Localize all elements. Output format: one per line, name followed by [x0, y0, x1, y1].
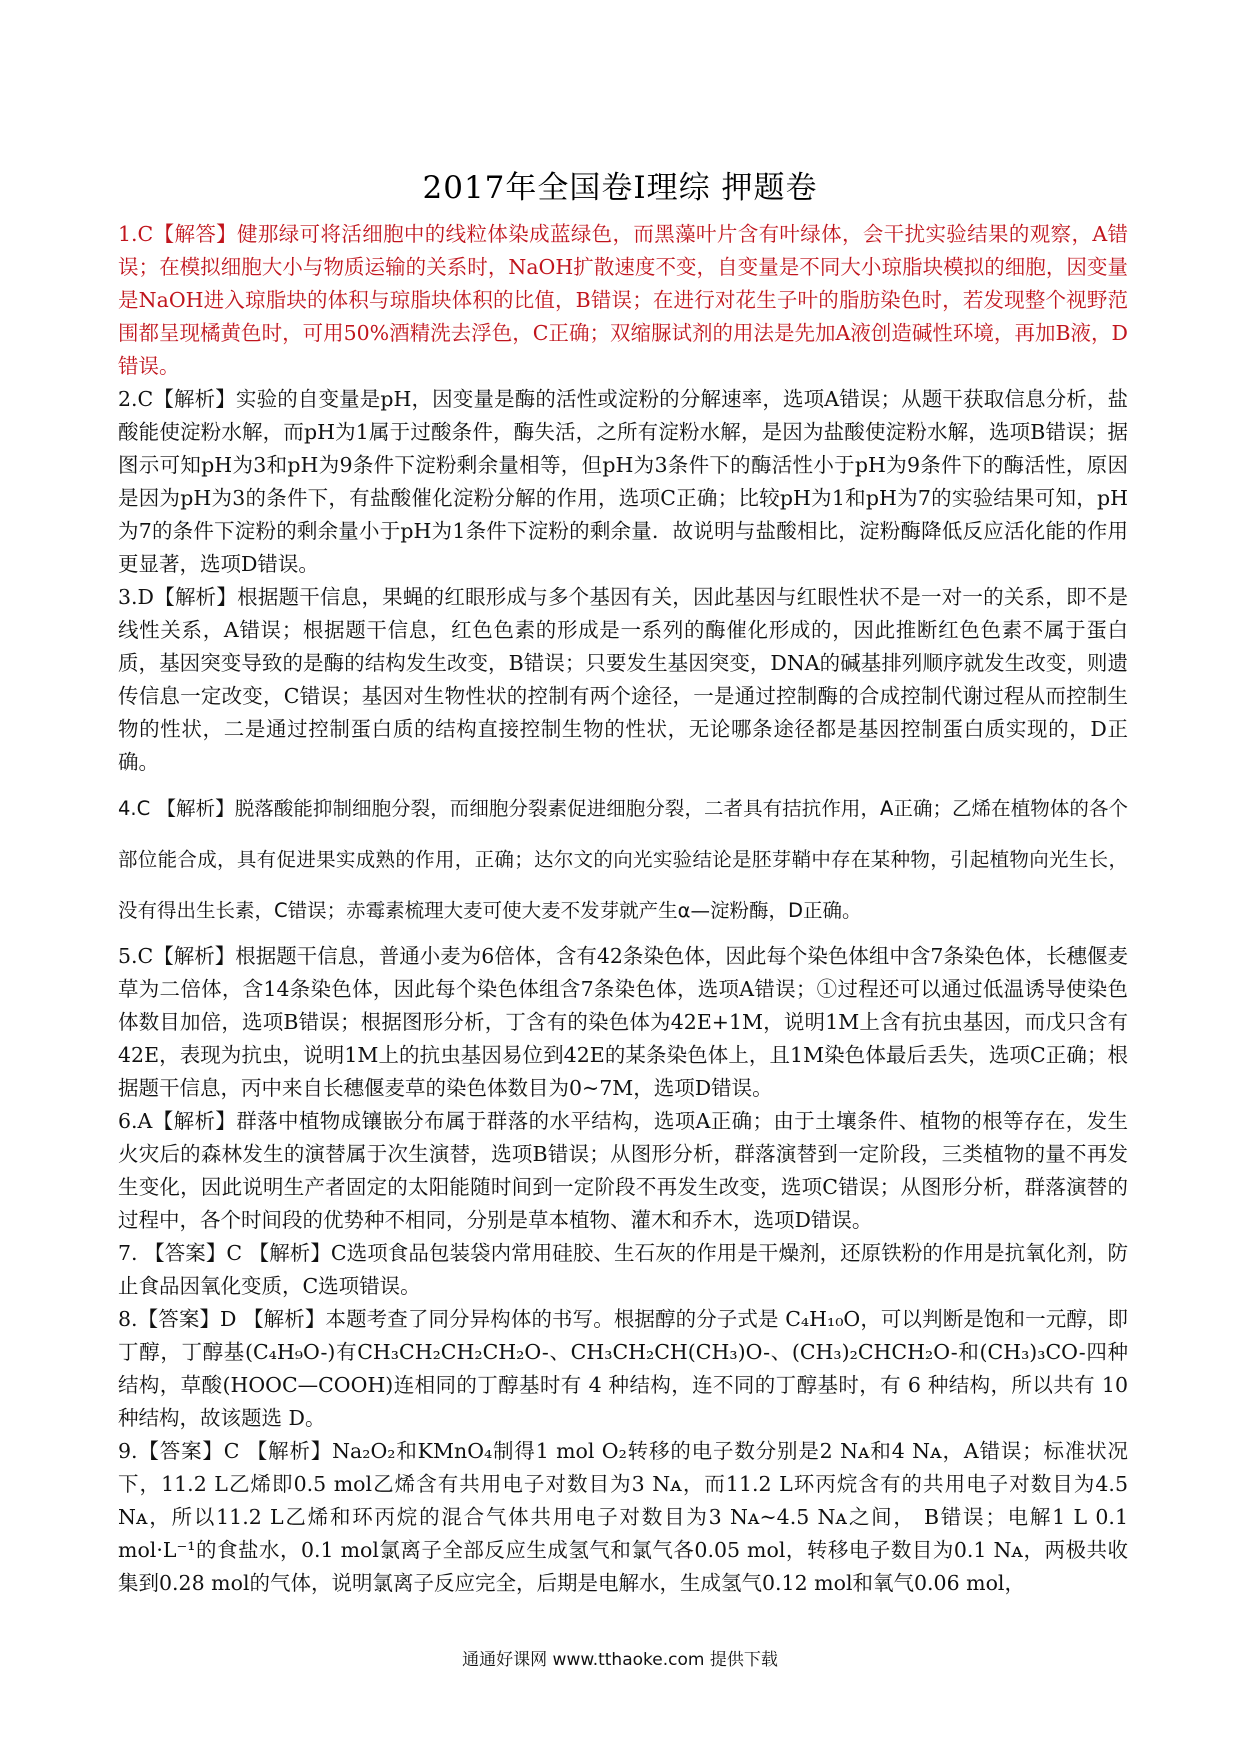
answer-item-1: 1.C【解答】健那绿可将活细胞中的线粒体染成蓝绿色，而黑藻叶片含有叶绿体，会干扰实验结果的观察，A错误；在模拟细胞大小与物质运输的关系时，NaOH扩散速度不变，自变量是不同大小琼脂块模拟的细胞，因变量是NaOH进入琼脂块的体积与琼脂块体积的比值，B错误；在进行对花生子叶的脂肪染色时，若发现整个视野范围都呈现橘黄色时，可用50%酒精洗去浮色，C正确；双缩脲试剂的用法是先加A液创造碱性环境，再加B液，D错误。: [118, 222, 1128, 378]
page-footer: 通通好课网 www.tthaoke.com 提供下载: [462, 1650, 778, 1670]
answer-item-8: 8.【答案】D 【解析】本题考查了同分异构体的书写。根据醇的分子式是 C₄H₁₀O，可以判断是饱和一元醇，即丁醇，丁醇基(C₄H₉O-)有CH₃CH₂CH₂CH₂O-、CH₃CH₂CH(CH₃)O-、(CH₃)₂CHCH₂O-和(CH₃)₃CO-四种结构，草酸(HOOC—COOH)连相同的丁醇基时有 4 种结构，连不同的丁醇基时，有 6 种结构，所以共有 10 种结构，故该题选 D。: [118, 1307, 1128, 1430]
answer-item-2: 2.C【解析】实验的自变量是pH，因变量是酶的活性或淀粉的分解速率，选项A错误；从题干获取信息分析，盐酸能使淀粉水解，而pH为1属于过酸条件，酶失活，之所有淀粉水解，是因为盐酸使淀粉水解，选项B错误；据图示可知pH为3和pH为9条件下淀粉剩余量相等，但pH为3条件下的酶活性小于pH为9条件下的酶活性，原因是因为pH为3的条件下，有盐酸催化淀粉分解的作用，选项C正确；比较pH为1和pH为7的实验结果可知，pH为7的条件下淀粉的剩余量小于pH为1条件下淀粉的剩余量．故说明与盐酸相比，淀粉酶降低反应活化能的作用更显著，选项D错误。: [118, 387, 1128, 576]
answer-item-5: 5.C【解析】根据题干信息，普通小麦为6倍体，含有42条染色体，因此每个染色体组中含7条染色体，长穗偃麦草为二倍体，含14条染色体，因此每个染色体组含7条染色体，选项A错误；①过程还可以通过低温诱导使染色体数目加倍，选项B错误；根据图形分析，丁含有的染色体为42E+1M，说明1M上含有抗虫基因，而戊只含有42E，表现为抗虫，说明1M上的抗虫基因易位到42E的某条染色体上，且1M染色体最后丢失，选项C正确；根据题干信息，丙中来自长穗偃麦草的染色体数目为0~7M，选项D错误。: [118, 944, 1128, 1100]
answer-item-6: 6.A【解析】群落中植物成镶嵌分布属于群落的水平结构，选项A正确；由于土壤条件、植物的根等存在，发生火灾后的森林发生的演替属于次生演替，选项B错误；从图形分析，群落演替到一定阶段，三类植物的量不再发生变化，因此说明生产者固定的太阳能随时间到一定阶段不再发生改变，选项C错误；从图形分析，群落演替的过程中，各个时间段的优势种不相同，分别是草本植物、灌木和乔木，选项D错误。: [118, 1109, 1128, 1232]
page-title: 2017年全国卷Ⅰ理综 押题卷: [422, 170, 818, 206]
answer-item-4: 4.C 【解析】脱落酸能抑制细胞分裂，而细胞分裂素促进细胞分裂，二者具有拮抗作用，A正确；乙烯在植物体的各个部位能合成，具有促进果实成熟的作用，正确；达尔文的向光实验结论是胚芽鞘中存在某种物，引起植物向光生长，没有得出生长素，C错误；赤霉素梳理大麦可使大麦不发芽就产生α—淀粉酶，D正确。: [118, 797, 1128, 922]
answer-item-3: 3.D【解析】根据题干信息，果蝇的红眼形成与多个基因有关，因此基因与红眼性状不是一对一的关系，即不是线性关系，A错误；根据题干信息，红色色素的形成是一系列的酶催化形成的，因此推断红色色素不属于蛋白质，基因突变导致的是酶的结构发生改变，B错误；只要发生基因突变，DNA的碱基排列顺序就发生改变，则遗传信息一定改变，C错误；基因对生物性状的控制有两个途径，一是通过控制酶的合成控制代谢过程从而控制生物的性状，二是通过控制蛋白质的结构直接控制生物的性状，无论哪条途径都是基因控制蛋白质实现的，D正确。: [118, 585, 1128, 774]
answer-item-9: 9.【答案】C 【解析】Na₂O₂和KMnO₄制得1 mol O₂转移的电子数分别是2 Nᴀ和4 Nᴀ，A错误；标准状况下，11.2 L乙烯即0.5 mol乙烯含有共用电子对数目为3 Nᴀ，而11.2 L环丙烷含有的共用电子对数目为4.5 Nᴀ，所以11.2 L乙烯和环丙烷的混合气体共用电子对数目为3 Nᴀ~4.5 Nᴀ之间， B错误；电解1 L 0.1 mol·L⁻¹的食盐水，0.1 mol氯离子全部反应生成氢气和氯气各0.05 mol，转移电子数目为0.1 Nᴀ，两极共收集到0.28 mol的气体，说明氯离子反应完全，后期是电解水，生成氢气0.12 mol和氧气0.06 mol，: [118, 1439, 1128, 1595]
answer-item-7: 7. 【答案】C 【解析】C选项食品包装袋内常用硅胶、生石灰的作用是干燥剂，还原铁粉的作用是抗氧化剂，防止食品因氧化变质，C选项错误。: [118, 1241, 1128, 1298]
answer-list: [118, 218, 1128, 1600]
